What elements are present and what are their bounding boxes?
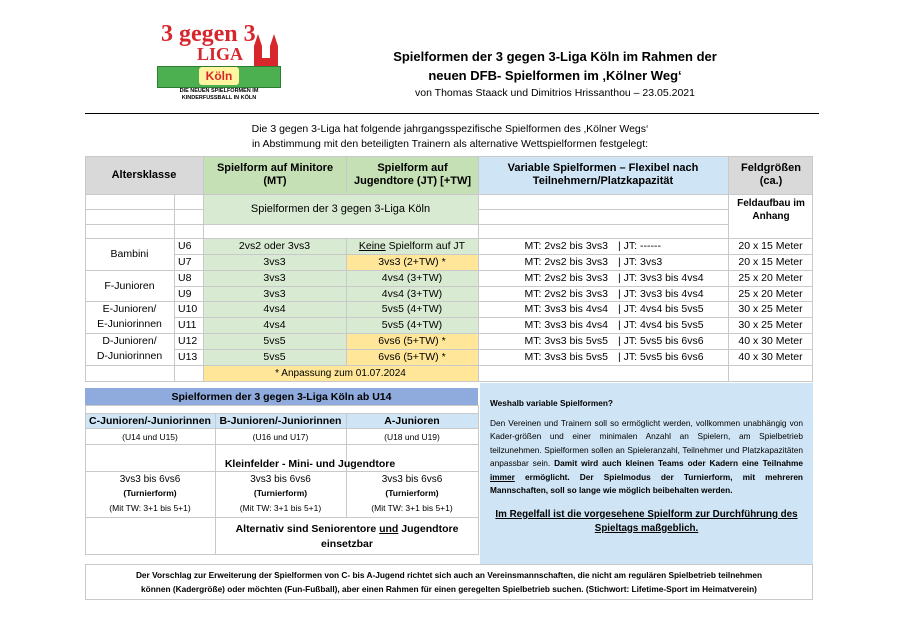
anpassung-note: * Anpassung zum 01.07.2024 [275, 367, 406, 379]
u14-tw: (Mit TW: 3+1 bis 5+1) [371, 503, 453, 513]
var-jt-cell: | JT: 3vs3 bis 4vs4 [618, 287, 704, 300]
feld-cell: 20 x 15 Meter [738, 240, 803, 252]
var-jt-cell: | JT: 3vs3 [618, 256, 663, 268]
keine-word: Keine [358, 240, 386, 252]
var-mt-cell: MT: 3vs3 bis 5vs5 [524, 335, 608, 347]
u14-age: (U16 und U17) [252, 431, 309, 442]
u14-name: B-Junioren/-Juniorinnen [219, 414, 342, 427]
u14-alt-und: und [379, 522, 399, 535]
header-divider [85, 113, 819, 114]
info-text-2: Damit wird auch kleinen Teams oder Kadern eine Teilnahme [554, 458, 803, 468]
info-paragraph [490, 417, 803, 498]
jt-cell: 6vs6 (5+TW) * [378, 335, 446, 347]
var-jt-cell: | JT: ------ [618, 240, 661, 252]
info-regelfall: Im Regelfall ist die vorgesehene Spielform zur Durchführung des Spieltags maßgeblich. [495, 508, 798, 534]
u14-turnier: (Turnierform) [385, 488, 439, 498]
u14-alt-1: Alternativ sind Seniorentore [235, 522, 380, 535]
logo-liga: LIGA [197, 44, 244, 64]
u14-turnier: (Turnierform) [123, 488, 177, 498]
jt-cell: 5vs5 (4+TW) [381, 319, 443, 331]
age-cell: U11 [178, 319, 197, 331]
mt-cell: 3vs3 [263, 272, 286, 284]
info-title: Weshalb variable Spielformen? [490, 398, 613, 408]
var-mt-cell: MT: 2vs2 bis 3vs3 [524, 256, 608, 268]
var-mt-cell: MT: 3vs3 bis 4vs4 [524, 303, 608, 315]
group-bambini: Bambini [110, 248, 149, 260]
u14-alt-line [216, 521, 478, 536]
jt-cell: 4vs4 (3+TW) [381, 287, 443, 300]
var-jt-cell: | JT: 4vs4 bis 5vs5 [618, 303, 704, 315]
header-feldgroessen: Feldgrößen (ca.) [741, 162, 801, 187]
mt-cell: 3vs3 [263, 256, 286, 268]
u14-age: (U18 und U19) [384, 431, 440, 442]
u14-title: Spielformen der 3 gegen 3-Liga Köln ab U14 [171, 390, 392, 403]
age-cell: U8 [178, 272, 192, 284]
u14-form: 3vs3 bis 6vs6 [119, 473, 181, 485]
mt-cell: 5vs5 [263, 335, 286, 347]
age-cell: U6 [178, 240, 192, 252]
keine-rest: Spielform auf JT [385, 240, 466, 252]
subheader: Spielformen der 3 gegen 3-Liga Köln [250, 203, 431, 215]
intro-line-1: Die 3 gegen 3-Liga hat folgende jahrgangsspezifische Spielformen des ‚Kölner Wegs‘ [251, 123, 649, 135]
jt-cell [346, 238, 478, 254]
kleinfelder-label: Kleinfelder - Mini- und Jugendtore [224, 457, 396, 470]
u14-tw: (Mit TW: 3+1 bis 5+1) [109, 503, 191, 513]
u14-alt-2: Jugendtore [398, 522, 459, 535]
u14-age: (U14 und U15) [122, 431, 178, 442]
u14-turnier: (Turnierform) [253, 488, 308, 498]
u14-form: 3vs3 bis 6vs6 [250, 473, 311, 485]
mt-cell: 4vs4 [263, 319, 286, 331]
page-title-line-2: neuen DFB- Spielformen im ‚Kölner Weg‘ [428, 67, 682, 83]
mt-cell: 3vs3 [263, 287, 286, 300]
group-d-junioren: D-Junioren/ D-Juniorinnen [96, 335, 163, 362]
var-mt-cell: MT: 2vs2 bis 3vs3 [524, 240, 608, 252]
u14-form: 3vs3 bis 6vs6 [381, 473, 443, 485]
age-cell: U10 [178, 303, 198, 315]
feld-cell: 40 x 30 Meter [738, 335, 803, 347]
jt-cell: 5vs5 (4+TW) [381, 303, 443, 315]
group-f-junioren: F-Junioren [104, 279, 155, 292]
age-cell: U7 [178, 256, 192, 268]
logo [155, 22, 285, 102]
var-jt-cell: | JT: 5vs5 bis 6vs6 [618, 335, 704, 347]
header-variable: Variable Spielformen – Flexibel nach Teilnehmern/Platzkapazität [507, 162, 699, 187]
feld-cell: 30 x 25 Meter [738, 319, 803, 331]
var-jt-cell: | JT: 5vs5 bis 6vs6 [618, 351, 704, 363]
mt-cell: 2vs2 oder 3vs3 [238, 240, 311, 252]
header-jugendtore: Spielform auf Jugendtore (JT) [+TW] [353, 162, 472, 187]
feld-cell: 25 x 20 Meter [738, 272, 803, 284]
age-cell: U13 [178, 351, 198, 363]
logo-tagline-2: KINDERFUSSBALL IN KÖLN [181, 95, 257, 101]
logo-tagline-1: DIE NEUEN SPIELFORMEN IM [179, 88, 259, 94]
byline: von Thomas Staack und Dimitrios Hrissanthou – 23.05.2021 [415, 86, 695, 99]
mt-cell: 5vs5 [263, 351, 286, 363]
u14-alt-3: einsetzbar [321, 537, 373, 550]
info-text-1: Den Vereinen und Trainern soll so ermöglicht werden, vollkommen unabhängig von Kader-größen und einer minimalen Anzahl an Spielern, am Spielbetrieb teilzunehmen. Spielformen sollen an Spieleranzahl, Teilnehmer und Platzkapazitäten anpassbar sein. [490, 417, 803, 468]
feld-cell: 40 x 30 Meter [738, 351, 803, 363]
header-altersklasse: Altersklasse [111, 168, 177, 181]
info-text-immer: immer [490, 471, 515, 482]
var-mt-cell: MT: 3vs3 bis 4vs4 [524, 319, 608, 331]
mt-cell: 4vs4 [263, 303, 286, 315]
age-cell: U9 [178, 287, 192, 300]
jt-cell: 3vs3 (2+TW) * [378, 256, 446, 268]
u14-name: A-Junioren [384, 414, 440, 427]
footer-line-1: Der Vorschlag zur Erweiterung der Spielformen von C- bis A-Jugend richtet sich auch an Vereinsmannschaften, die nicht am regulären Spielbetrieb teilnehmen [135, 569, 763, 580]
var-jt-cell: | JT: 4vs4 bis 5vs5 [618, 319, 704, 331]
var-mt-cell: MT: 3vs3 bis 5vs5 [524, 351, 608, 363]
footer-line-2: können (Kadergröße) oder möchten (Fun-Fußball), aber einen Rahmen für einen geregelten Spielbetrieb suchen. (Stichwort: Lifetime-Sport im Heimatverein) [141, 583, 757, 594]
var-mt-cell: MT: 2vs2 bis 3vs3 [524, 272, 608, 284]
var-mt-cell: MT: 2vs2 bis 3vs3 [524, 287, 608, 300]
page-title-line-1: Spielformen der 3 gegen 3-Liga Köln im Rahmen der [393, 48, 717, 64]
var-jt-cell: | JT: 3vs3 bis 4vs4 [618, 272, 704, 284]
u14-tw: (Mit TW: 3+1 bis 5+1) [239, 503, 322, 513]
age-cell: U12 [178, 335, 198, 347]
feld-cell: 25 x 20 Meter [738, 287, 803, 300]
group-e-junioren: E-Junioren/ E-Juniorinnen [97, 303, 162, 330]
logo-city: Köln [199, 67, 239, 85]
u14-name: C-Junioren/-Juniorinnen [89, 414, 211, 427]
jt-cell: 6vs6 (5+TW) * [378, 351, 446, 363]
jt-cell: 4vs4 (3+TW) [381, 272, 443, 284]
info-text-3: ermöglicht. Der Spielmodus der Turnierform, mit mehreren Mannschaften, soll so lange wie möglich beibehalten werden. [490, 471, 803, 495]
info-box [480, 383, 813, 564]
feldaufbau-note: Feldaufbau im Anhang [737, 198, 805, 222]
logo-title: 3 gegen 3 [161, 21, 256, 47]
intro-line-2: in Abstimmung mit den beteiligten Trainern als alternative Wettspielformen festgelegt: [251, 138, 649, 150]
feld-cell: 30 x 25 Meter [738, 303, 803, 315]
header-minitore: Spielform auf Minitore (MT) [216, 162, 334, 187]
feld-cell: 20 x 15 Meter [738, 256, 803, 268]
